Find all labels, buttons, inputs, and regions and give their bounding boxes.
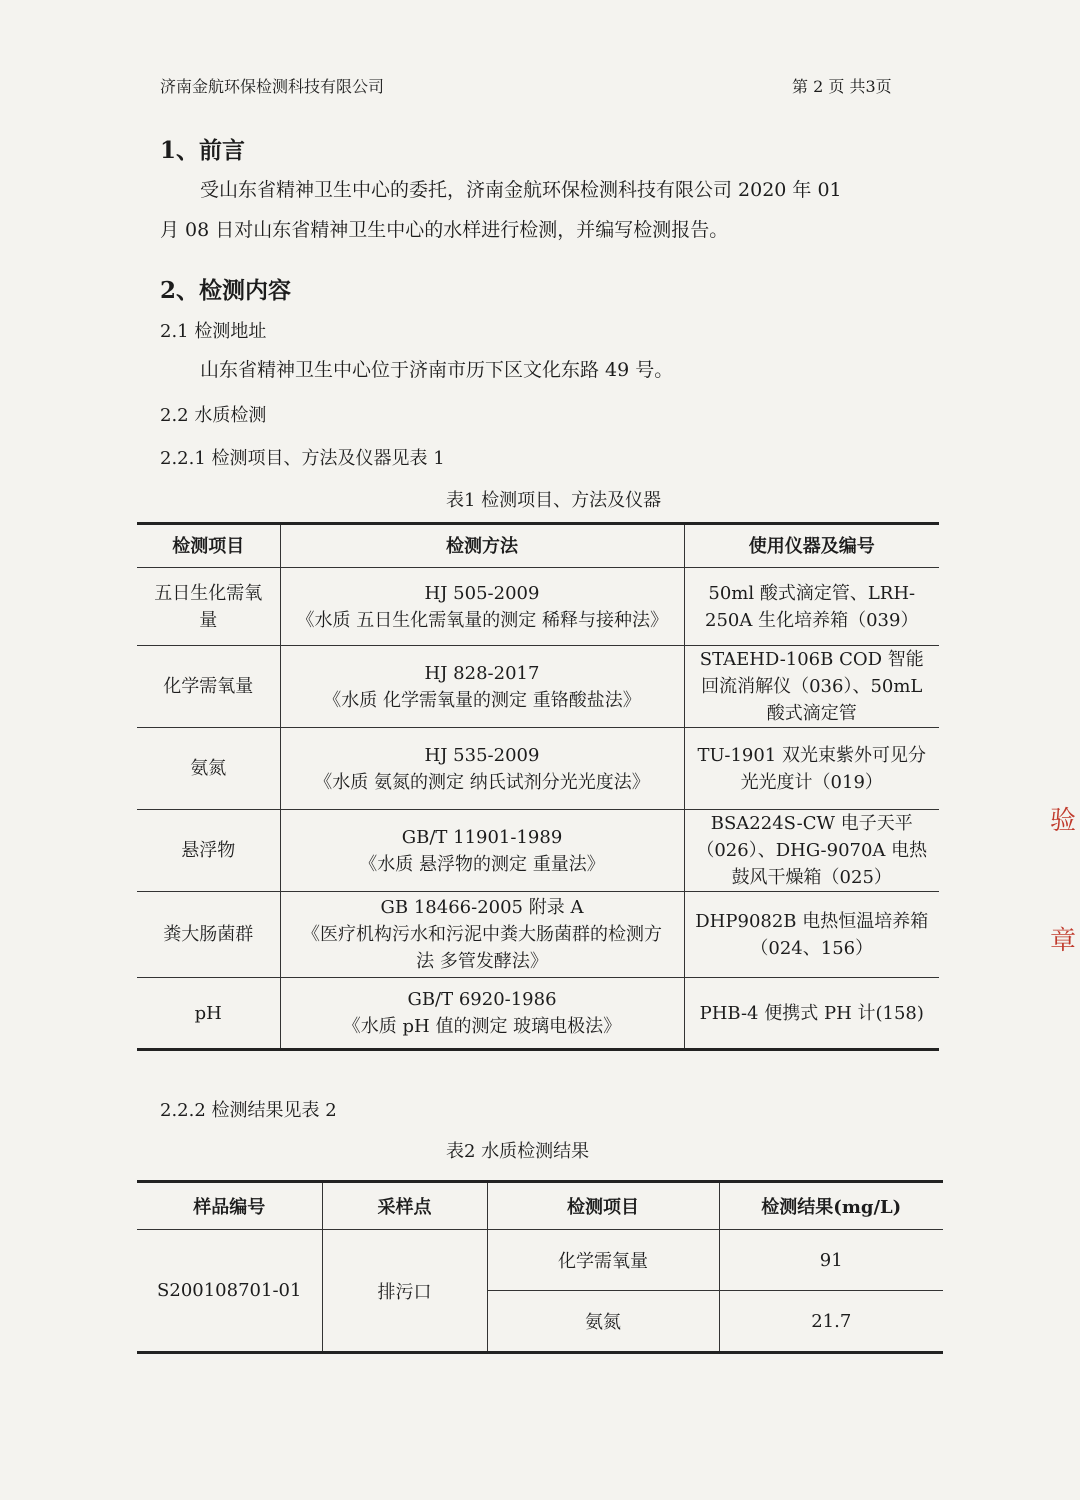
subsection-2-2: 2.2 水质检测	[160, 405, 267, 426]
header-company: 济南金航环保检测科技有限公司	[160, 77, 385, 96]
method-cell	[280, 810, 684, 892]
method-name: 《水质 pH 值的测定 玻璃电极法》	[342, 1016, 622, 1037]
table-row	[137, 568, 939, 646]
method-cell	[280, 728, 684, 810]
method-cell	[280, 892, 684, 978]
col-header-sample-id: 样品编号	[137, 1182, 322, 1230]
item-cell: pH	[137, 978, 280, 1050]
method-standard: GB 18466-2005 附录 A	[380, 897, 584, 918]
item-cell: 粪大肠菌群	[137, 892, 280, 978]
method-name: 《水质 悬浮物的测定 重量法》	[359, 853, 605, 875]
intro-line1: 受山东省精神卫生中心的委托，济南金航环保检测科技有限公司 2020 年 01	[200, 179, 842, 201]
method-standard: HJ 505-2009	[424, 582, 540, 604]
method-name: 《水质 氨氮的测定 纳氏试剂分光光度法》	[314, 771, 650, 793]
subsection-2-1: 2.1 检测地址	[160, 321, 267, 342]
result-value-cell: 91	[719, 1230, 943, 1291]
result-value-cell: 21.7	[719, 1291, 943, 1353]
result-item-cell: 化学需氧量	[487, 1230, 719, 1291]
table-row	[137, 728, 939, 810]
method-standard: HJ 535-2009	[424, 744, 540, 766]
methods-table	[137, 522, 939, 1051]
item-cell: 氨氮	[137, 728, 280, 810]
method-name: 《医疗机构污水和污泥中粪大肠菌群的检测方法 多管发酵法》	[302, 924, 662, 972]
intro-line2: 月 08 日对山东省精神卫生中心的水样进行检测，并编写检测报告。	[160, 219, 729, 241]
method-name: 《水质 化学需氧量的测定 重铬酸盐法》	[323, 689, 641, 711]
col-header-result: 检测结果(mg/L)	[719, 1182, 943, 1230]
header-page-info: 第 2 页 共3页	[792, 77, 892, 96]
method-cell	[280, 978, 684, 1050]
table-header-row	[137, 524, 939, 568]
section1-title: 1、前言	[160, 137, 246, 164]
method-standard: GB/T 6920-1986	[407, 989, 557, 1010]
method-standard: HJ 828-2017	[424, 662, 540, 684]
address-text: 山东省精神卫生中心位于济南市历下区文化东路 49 号。	[200, 359, 674, 381]
stamp-fragment-bottom: 章	[1050, 926, 1077, 956]
instrument-cell: DHP9082B 电热恒温培养箱（024、156）	[684, 892, 939, 978]
subsection-2-2-2: 2.2.2 检测结果见表 2	[160, 1100, 337, 1121]
table2-caption: 表2 水质检测结果	[446, 1141, 590, 1162]
method-cell	[280, 646, 684, 728]
stamp-fragment-top: 验	[1050, 806, 1077, 836]
method-standard: GB/T 11901-1989	[401, 826, 563, 848]
instrument-cell: STAEHD-106B COD 智能回流消解仪（036）、50mL 酸式滴定管	[684, 646, 939, 728]
subsection-2-2-1: 2.2.1 检测项目、方法及仪器见表 1	[160, 448, 445, 469]
result-item-cell: 氨氮	[487, 1291, 719, 1353]
item-cell: 五日生化需氧量	[137, 568, 280, 646]
table-row	[137, 810, 939, 892]
method-cell	[280, 568, 684, 646]
results-table	[137, 1180, 943, 1354]
table-header-row	[137, 1182, 943, 1230]
instrument-cell: TU-1901 双光束紫外可见分光光度计（019）	[684, 728, 939, 810]
table1-caption: 表1 检测项目、方法及仪器	[446, 490, 662, 511]
sample-id-cell: S200108701-01	[137, 1230, 322, 1353]
col-header-method: 检测方法	[280, 524, 684, 568]
sampling-point-cell: 排污口	[322, 1230, 487, 1353]
table-row	[137, 892, 939, 978]
col-header-item: 检测项目	[487, 1182, 719, 1230]
table-row	[137, 978, 939, 1050]
method-name: 《水质 五日生化需氧量的测定 稀释与接种法》	[296, 609, 668, 631]
col-header-instrument: 使用仪器及编号	[684, 524, 939, 568]
col-header-item: 检测项目	[137, 524, 280, 568]
instrument-cell: PHB-4 便携式 PH 计(158)	[684, 978, 939, 1050]
item-cell: 化学需氧量	[137, 646, 280, 728]
instrument-cell: 50ml 酸式滴定管、LRH-250A 生化培养箱（039）	[684, 568, 939, 646]
table-row	[137, 1230, 943, 1291]
table-row	[137, 646, 939, 728]
col-header-sampling-point: 采样点	[322, 1182, 487, 1230]
instrument-cell: BSA224S-CW 电子天平（026）、DHG-9070A 电热鼓风干燥箱（025）	[684, 810, 939, 892]
item-cell: 悬浮物	[137, 810, 280, 892]
section2-title: 2、检测内容	[160, 277, 292, 304]
